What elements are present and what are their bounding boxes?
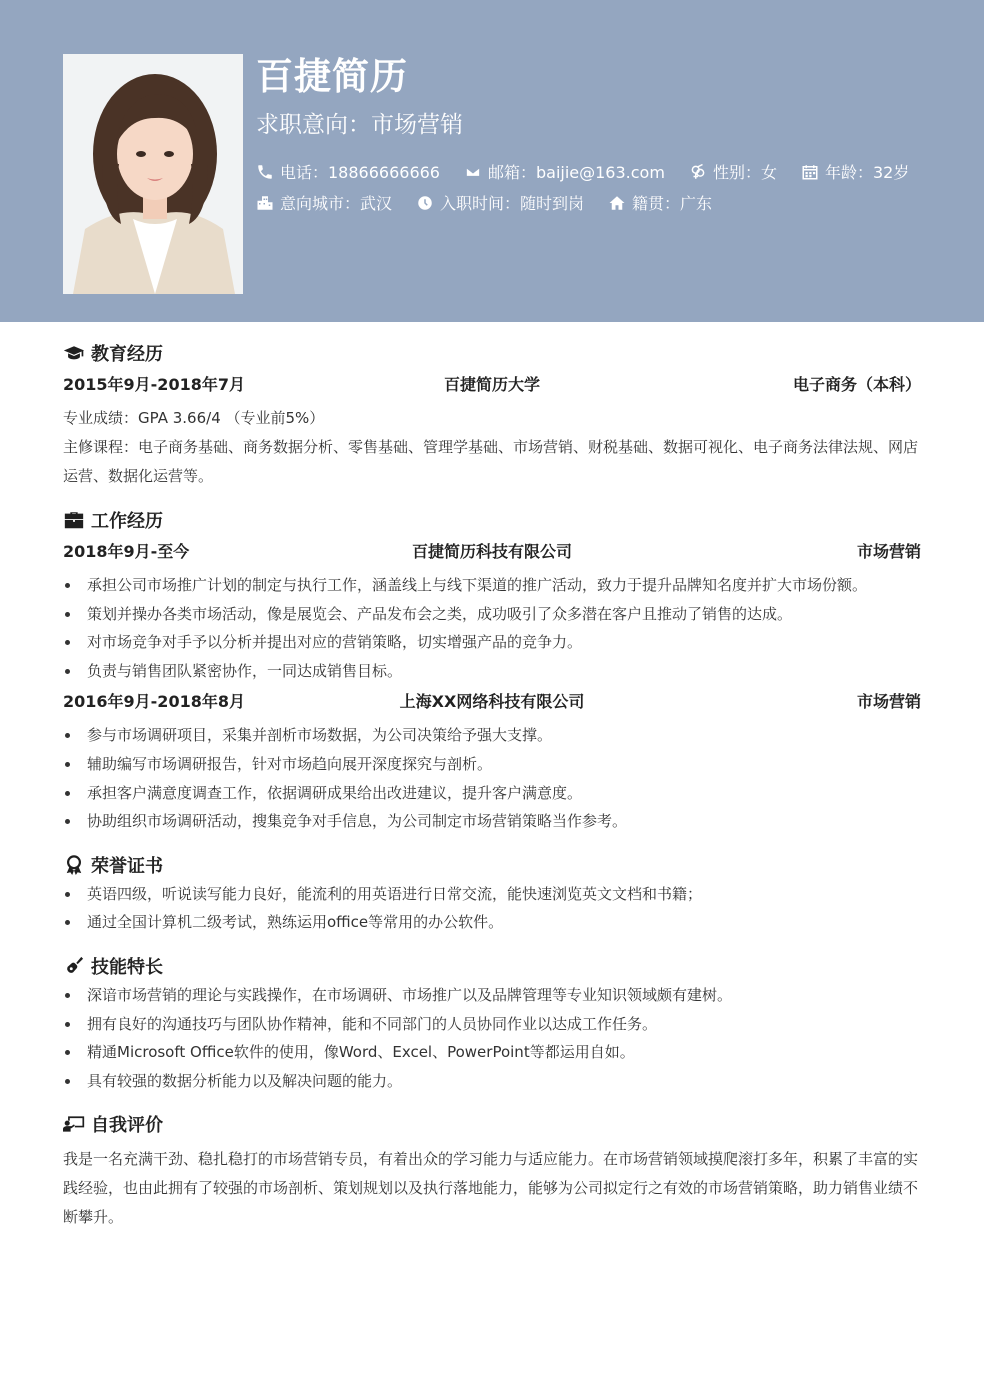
- list-item: 具有较强的数据分析能力以及解决问题的能力。: [63, 1067, 921, 1096]
- list-item: 通过全国计算机二级考试，熟练运用office等常用的办公软件。: [63, 908, 921, 937]
- hometown-info: [608, 191, 712, 214]
- calendar-icon: [801, 163, 819, 181]
- briefcase-icon: [63, 510, 85, 530]
- start-time-info: [416, 191, 584, 214]
- list-item: 深谙市场营销的理论与实践操作，在市场调研、市场推广以及品牌管理等专业知识领域颇有建树。: [63, 981, 921, 1010]
- job-company: 百捷简历科技有限公司: [411, 542, 573, 561]
- city-icon: [256, 194, 274, 212]
- start-time-text: 入职时间：随时到岗: [440, 194, 585, 213]
- resume-body: [63, 338, 921, 1232]
- list-item: 负责与销售团队紧密协作，一同达成销售目标。: [63, 657, 921, 686]
- list-item: 精通Microsoft Office软件的使用，像Word、Excel、PowerPoint等都运用自如。: [63, 1038, 921, 1067]
- city-text: 意向城市：武汉: [280, 194, 393, 213]
- job-period: 2018年9月-至今: [63, 542, 190, 561]
- honors-section-title: [63, 850, 921, 880]
- job-role: 市场营销: [856, 542, 921, 561]
- presentation-icon: [63, 1114, 85, 1134]
- list-item: 参与市场调研项目，采集并剖析市场数据，为公司决策给予强大支撑。: [63, 721, 921, 750]
- age-info: [801, 160, 909, 183]
- guitar-icon: [63, 956, 85, 976]
- phone-text: 电话：18866666666: [280, 163, 440, 182]
- work-section-title: [63, 505, 921, 535]
- resume-name: 百捷简历: [256, 55, 408, 98]
- self-eval-title: 自我评价: [91, 1115, 163, 1137]
- education-period: 2015年9月-2018年7月: [63, 375, 245, 394]
- education-school: 百捷简历大学: [443, 375, 541, 394]
- city-info: [256, 191, 392, 214]
- gender-icon: [689, 163, 707, 181]
- age-text: 年龄：32岁: [824, 163, 910, 182]
- education-courses: 主修课程：电子商务基础、商务数据分析、零售基础、管理学基础、市场营销、财税基础、数据可视化、电子商务法律法规、网店运营、数据化运营等。: [63, 438, 919, 485]
- email-info: [464, 160, 665, 183]
- skills-bullets: [63, 981, 921, 1095]
- honors-bullets: [63, 880, 921, 937]
- education-header-row: [63, 368, 921, 398]
- list-item: 协助组织市场调研活动，搜集竞争对手信息，为公司制定市场营销策略当作参考。: [63, 807, 921, 836]
- work-title: 工作经历: [91, 511, 163, 532]
- job-intent: 求职意向：市场营销: [256, 112, 463, 138]
- self-eval-section-title: [63, 1109, 921, 1139]
- list-item: 辅助编写市场调研报告，针对市场趋向展开深度探究与剖析。: [63, 750, 921, 779]
- clock-icon: [416, 194, 434, 212]
- profile-photo: [63, 54, 243, 294]
- education-gpa: 专业成绩：GPA 3.66/4 （专业前5%）: [63, 409, 325, 427]
- avatar-image: [63, 54, 243, 294]
- skills-title: 技能特长: [91, 956, 163, 978]
- skills-section-title: [63, 951, 921, 981]
- job-company: 上海XX网络科技有限公司: [399, 692, 585, 712]
- education-title: 教育经历: [91, 344, 163, 365]
- list-item: 承担公司市场推广计划的制定与执行工作，涵盖线上与线下渠道的推广活动，致力于提升品牌知名度并扩大市场份额。: [63, 571, 921, 600]
- education-section-title: [63, 338, 921, 368]
- graduation-cap-icon: [63, 343, 85, 363]
- award-icon: [63, 855, 85, 875]
- job-role: 市场营销: [856, 692, 921, 712]
- list-item: 承担客户满意度调查工作，依据调研成果给出改进建议，提升客户满意度。: [63, 779, 921, 808]
- contact-info-row-2: [256, 191, 736, 214]
- phone-info: [256, 160, 440, 183]
- list-item: 对市场竞争对手予以分析并提出对应的营销策略，切实增强产品的竞争力。: [63, 628, 921, 657]
- resume-header: [0, 0, 984, 322]
- home-icon: [608, 194, 626, 212]
- gender-info: [689, 160, 777, 183]
- contact-info-row-1: [256, 160, 933, 183]
- self-eval-text: 我是一名充满干劲、稳扎稳打的市场营销专员，有着出众的学习能力与适应能力。在市场营销领域摸爬滚打多年，积累了丰富的实践经验，也由此拥有了较强的市场剖析、策划规划以及执行落地能力，能够为公司拟定行之有效的市场营销策略，助力销售业绩不断攀升。: [63, 1150, 919, 1227]
- phone-icon: [256, 163, 274, 181]
- hometown-text: 籍贯：广东: [632, 194, 713, 213]
- list-item: 英语四级，听说读写能力良好，能流利的用英语进行日常交流，能快速浏览英文文档和书籍；: [63, 880, 921, 909]
- education-major: 电子商务（本科）: [792, 375, 921, 394]
- job-header-row: [63, 535, 921, 565]
- email-text: 邮箱：baijie@163.com: [487, 163, 665, 182]
- gender-text: 性别：女: [712, 163, 777, 182]
- mail-icon: [464, 163, 482, 181]
- job-period: 2016年9月-2018年8月: [63, 692, 245, 712]
- honors-title: 荣誉证书: [91, 855, 163, 877]
- list-item: 拥有良好的沟通技巧与团队协作精神，能和不同部门的人员协同作业以达成工作任务。: [63, 1010, 921, 1039]
- job-bullets: [63, 721, 921, 835]
- job-bullets: [63, 571, 921, 685]
- list-item: 策划并操办各类市场活动，像是展览会、产品发布会之类，成功吸引了众多潜在客户且推动了销售的达成。: [63, 600, 921, 629]
- job-header-row: [63, 685, 921, 715]
